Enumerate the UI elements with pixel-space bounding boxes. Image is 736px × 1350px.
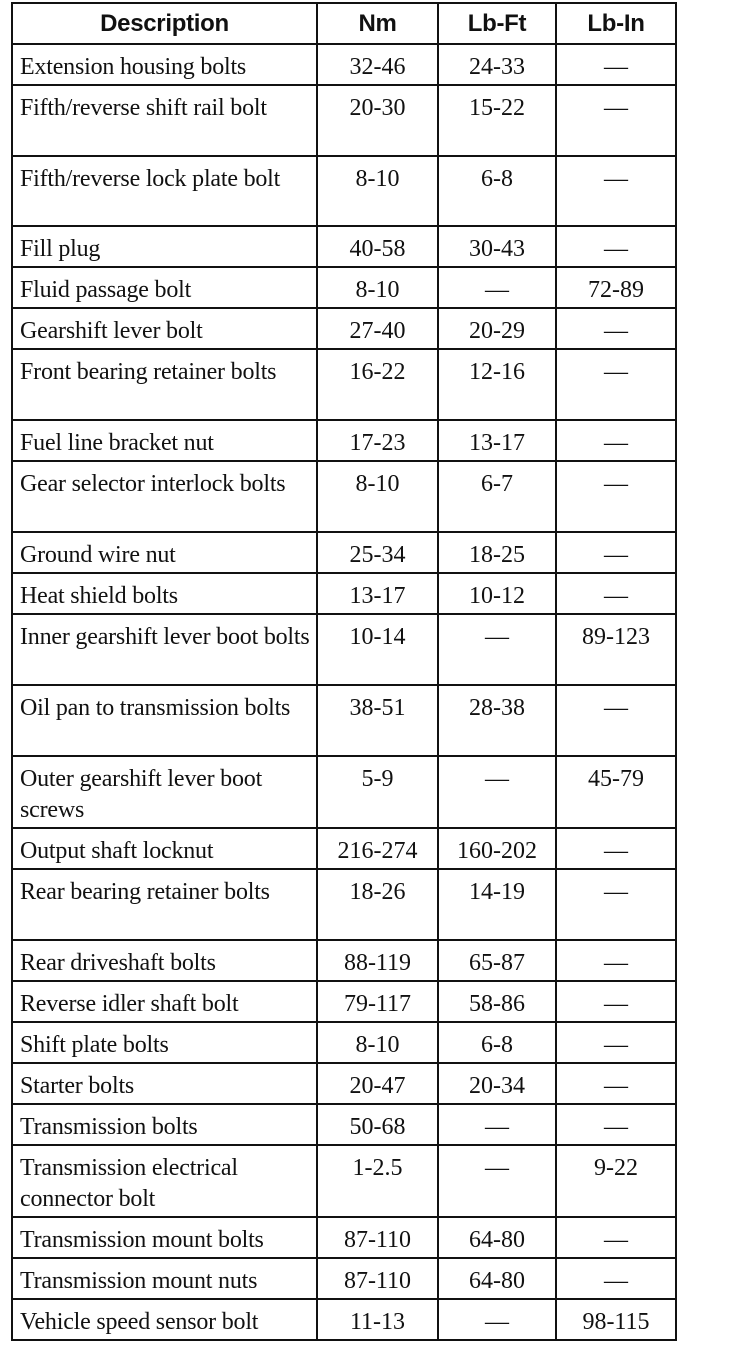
cell-nm: 8-10 [317, 156, 438, 226]
table-row [12, 756, 676, 828]
table-row [12, 685, 676, 756]
table-row [12, 828, 676, 869]
cell-description: Starter bolts [12, 1063, 317, 1104]
cell-description: Ground wire nut [12, 532, 317, 573]
cell-nm: 88-119 [317, 940, 438, 981]
cell-lb-in: — [556, 1104, 676, 1145]
table-row [12, 420, 676, 461]
cell-description: Gear selector interlock bolts [12, 461, 317, 532]
table-row [12, 1217, 676, 1258]
cell-description: Rear bearing retainer bolts [12, 869, 317, 940]
cell-lb-ft: 10-12 [438, 573, 556, 614]
cell-lb-in: 45-79 [556, 756, 676, 828]
cell-description: Output shaft locknut [12, 828, 317, 869]
cell-nm: 8-10 [317, 461, 438, 532]
cell-lb-in: — [556, 308, 676, 349]
cell-nm: 216-274 [317, 828, 438, 869]
cell-description: Shift plate bolts [12, 1022, 317, 1063]
cell-description: Transmission electrical connector bolt [12, 1145, 317, 1217]
cell-description: Extension housing bolts [12, 44, 317, 85]
cell-nm: 17-23 [317, 420, 438, 461]
cell-lb-in: 72-89 [556, 267, 676, 308]
table-row [12, 461, 676, 532]
cell-nm: 18-26 [317, 869, 438, 940]
header-description: Description [12, 3, 317, 44]
cell-lb-in: — [556, 940, 676, 981]
cell-lb-ft: 6-8 [438, 1022, 556, 1063]
cell-nm: 8-10 [317, 1022, 438, 1063]
cell-nm: 38-51 [317, 685, 438, 756]
cell-nm: 50-68 [317, 1104, 438, 1145]
header-lb-ft: Lb-Ft [438, 3, 556, 44]
cell-lb-ft: 24-33 [438, 44, 556, 85]
cell-nm: 20-47 [317, 1063, 438, 1104]
cell-nm: 10-14 [317, 614, 438, 685]
table-row [12, 940, 676, 981]
cell-lb-ft: — [438, 1104, 556, 1145]
cell-description: Vehicle speed sensor bolt [12, 1299, 317, 1340]
cell-lb-ft: 64-80 [438, 1217, 556, 1258]
cell-lb-ft: — [438, 1299, 556, 1340]
cell-nm: 25-34 [317, 532, 438, 573]
cell-description: Transmission mount nuts [12, 1258, 317, 1299]
table-row [12, 85, 676, 156]
table-row [12, 1299, 676, 1340]
cell-lb-in: — [556, 573, 676, 614]
table-row [12, 532, 676, 573]
cell-nm: 87-110 [317, 1258, 438, 1299]
cell-lb-in: — [556, 1258, 676, 1299]
table-row [12, 614, 676, 685]
cell-lb-ft: — [438, 267, 556, 308]
cell-description: Transmission bolts [12, 1104, 317, 1145]
cell-nm: 27-40 [317, 308, 438, 349]
cell-description: Rear driveshaft bolts [12, 940, 317, 981]
cell-lb-in: — [556, 1022, 676, 1063]
cell-lb-in: — [556, 85, 676, 156]
cell-lb-ft: 14-19 [438, 869, 556, 940]
cell-nm: 13-17 [317, 573, 438, 614]
cell-lb-in: — [556, 44, 676, 85]
cell-description: Fifth/reverse shift rail bolt [12, 85, 317, 156]
cell-description: Inner gearshift lever boot bolts [12, 614, 317, 685]
cell-description: Reverse idler shaft bolt [12, 981, 317, 1022]
cell-lb-ft: 30-43 [438, 226, 556, 267]
cell-lb-in: — [556, 1063, 676, 1104]
cell-lb-ft: 160-202 [438, 828, 556, 869]
cell-nm: 16-22 [317, 349, 438, 420]
cell-nm: 20-30 [317, 85, 438, 156]
cell-description: Outer gearshift lever boot screws [12, 756, 317, 828]
table-row [12, 981, 676, 1022]
table-row [12, 349, 676, 420]
cell-lb-in: 9-22 [556, 1145, 676, 1217]
cell-lb-ft: 13-17 [438, 420, 556, 461]
cell-lb-in: — [556, 828, 676, 869]
cell-lb-ft: 6-8 [438, 156, 556, 226]
cell-description: Transmission mount bolts [12, 1217, 317, 1258]
cell-lb-in: 98-115 [556, 1299, 676, 1340]
table-row [12, 44, 676, 85]
header-nm: Nm [317, 3, 438, 44]
cell-lb-ft: 65-87 [438, 940, 556, 981]
table-row [12, 226, 676, 267]
cell-nm: 87-110 [317, 1217, 438, 1258]
cell-description: Gearshift lever bolt [12, 308, 317, 349]
cell-nm: 1-2.5 [317, 1145, 438, 1217]
cell-lb-in: — [556, 685, 676, 756]
cell-lb-ft: 20-34 [438, 1063, 556, 1104]
cell-lb-in: — [556, 1217, 676, 1258]
cell-lb-in: — [556, 981, 676, 1022]
cell-description: Fluid passage bolt [12, 267, 317, 308]
header-row [12, 3, 676, 44]
cell-lb-in: — [556, 461, 676, 532]
table-row [12, 1258, 676, 1299]
cell-lb-in: — [556, 532, 676, 573]
cell-description: Fuel line bracket nut [12, 420, 317, 461]
cell-lb-ft: 15-22 [438, 85, 556, 156]
cell-lb-ft: — [438, 614, 556, 685]
cell-lb-ft: 18-25 [438, 532, 556, 573]
cell-lb-in: — [556, 226, 676, 267]
table-row [12, 1063, 676, 1104]
cell-lb-in: 89-123 [556, 614, 676, 685]
table-row [12, 267, 676, 308]
table-row [12, 1104, 676, 1145]
cell-lb-in: — [556, 349, 676, 420]
cell-lb-ft: — [438, 1145, 556, 1217]
table-row [12, 869, 676, 940]
cell-lb-ft: 20-29 [438, 308, 556, 349]
header-lb-in: Lb-In [556, 3, 676, 44]
cell-nm: 79-117 [317, 981, 438, 1022]
torque-spec-table [11, 2, 677, 1341]
cell-lb-in: — [556, 420, 676, 461]
table-row [12, 1145, 676, 1217]
cell-description: Front bearing retainer bolts [12, 349, 317, 420]
cell-lb-ft: 58-86 [438, 981, 556, 1022]
cell-nm: 8-10 [317, 267, 438, 308]
cell-lb-in: — [556, 869, 676, 940]
cell-lb-ft: 12-16 [438, 349, 556, 420]
table-row [12, 573, 676, 614]
cell-lb-ft: 64-80 [438, 1258, 556, 1299]
cell-lb-ft: 28-38 [438, 685, 556, 756]
cell-nm: 11-13 [317, 1299, 438, 1340]
cell-nm: 32-46 [317, 44, 438, 85]
table-row [12, 1022, 676, 1063]
cell-description: Oil pan to transmission bolts [12, 685, 317, 756]
cell-lb-ft: 6-7 [438, 461, 556, 532]
cell-nm: 40-58 [317, 226, 438, 267]
cell-lb-in: — [556, 156, 676, 226]
table-row [12, 308, 676, 349]
cell-nm: 5-9 [317, 756, 438, 828]
cell-lb-ft: — [438, 756, 556, 828]
cell-description: Heat shield bolts [12, 573, 317, 614]
cell-description: Fill plug [12, 226, 317, 267]
table-row [12, 156, 676, 226]
cell-description: Fifth/reverse lock plate bolt [12, 156, 317, 226]
